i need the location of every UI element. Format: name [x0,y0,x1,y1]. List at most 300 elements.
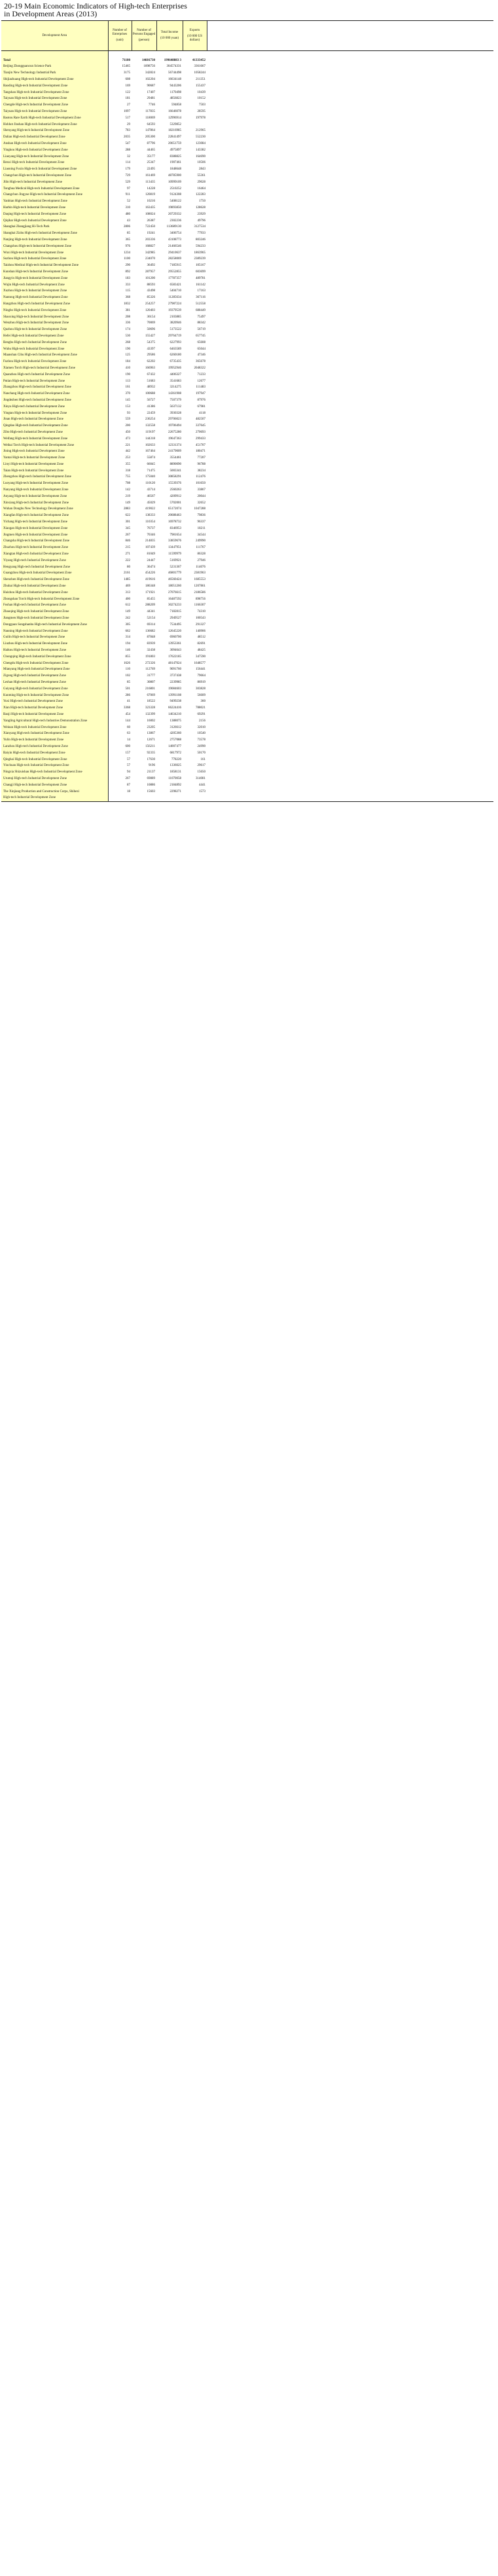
persons-cell: 44465 [147,148,155,152]
exports-cell: 161 [200,757,205,761]
blank-cell [207,109,493,115]
enterprises-cell: 1626 [124,661,130,665]
exports-cell: 657745 [196,334,205,338]
income-cell: 15539376 [168,482,181,486]
area-cell: Changchun High-tech Industrial Development Zone [1,173,108,179]
blank-cell [207,378,493,385]
enterprises-cell: 290 [125,264,130,268]
income-cell: 1858131 [169,771,181,774]
enterprises-cell: 93 [127,411,130,415]
persons-cell: 234070 [145,257,155,261]
enterprises-cell: 57 [127,757,130,761]
table-row [1,539,493,545]
table-row [1,244,493,250]
enterprises-cell: 63 [127,732,130,736]
blank-cell [207,90,493,96]
blank-cell [207,680,493,686]
persons-cell: 56727 [147,398,155,402]
header-income-unit: (10 000 yuan) [160,37,179,40]
table-row [1,750,493,757]
header-enterprises-unit: (unit) [116,39,124,42]
area-cell: Jinan High-tech Industrial Development Zone [1,416,108,423]
area-cell: Leshan High-tech Industrial Development Zone [1,680,108,686]
table-row [1,494,493,500]
blank-cell [207,327,493,333]
enterprises-cell: 501 [125,687,130,691]
enterprises-cell: 215 [125,546,130,550]
persons-cell: 36492 [147,264,155,268]
enterprises-cell: 2161 [124,571,130,575]
enterprises-cell: 3175 [124,71,130,75]
income-cell: 4209912 [169,494,181,498]
enterprises-cell: 32 [127,154,130,158]
enterprises-cell: 18 [127,789,130,793]
area-cell: Zhangzhou High-tech Industrial Development Zone [1,384,108,391]
blank-cell [207,782,493,789]
income-cell: 2239985 [169,680,181,684]
blank-cell [207,603,493,609]
blank-cell [207,455,493,462]
table-row [1,698,493,705]
income-cell: 1848648 [169,168,181,172]
area-cell: Yingkou High-tech Industrial Development Zone [1,147,108,154]
income-cell: 11599979 [168,553,181,556]
area-cell: Shijiazhuang High-tech Industrial Development Zone [1,77,108,83]
table-row [1,198,493,205]
table-row [1,628,493,635]
persons-cell: 166963 [145,366,155,370]
enterprises-cell: 181 [125,97,130,101]
area-cell: Baoji High-tech Industrial Development Zone [1,712,108,718]
enterprises-cell: 1234 [124,251,130,255]
exports-cell: 67981 [197,405,205,408]
table-row [1,647,493,654]
table-row [1,455,493,462]
area-cell: Yuxi High-tech Industrial Development Zone [1,698,108,705]
area-cell: Nanjing High-tech Industrial Development Zone [1,237,108,244]
enterprises-cell: 355 [125,462,130,466]
exports-cell: 688449 [196,308,205,312]
income-cell: 28258069 [168,257,181,261]
enterprises-cell: 194 [125,642,130,646]
table-row [1,211,493,218]
persons-cell: 43498 [147,289,155,293]
persons-cell: 342824 [145,71,155,75]
income-cell: 17622185 [168,655,181,659]
income-cell: 5408122 [169,200,181,204]
income-cell: 2184892 [169,783,181,787]
income-cell: 3541683 [169,379,181,383]
blank-cell [207,661,493,667]
blank-cell [207,237,493,244]
area-cell: Changji High-tech Industrial Development Zone [1,782,108,789]
table-row [1,314,493,321]
persons-cell: 87848 [147,636,155,640]
income-cell: 11070058 [168,776,181,780]
table-row [1,635,493,642]
income-cell: 8346953 [169,526,181,530]
exports-cell: 24990 [197,744,205,748]
area-cell: Zhongshan Torch High-tech Industrial Development Zone [1,596,108,603]
table-row [1,404,493,410]
enterprises-cell: 208 [125,315,130,319]
income-cell: 14007477 [168,744,181,748]
blank-cell [207,609,493,615]
area-cell: Yangling Agricultural High-tech Industries Demonstration Zone [1,718,108,725]
persons-cell: 147864 [145,129,155,133]
header-blank [207,21,493,51]
exports-cell: 365678 [196,360,205,364]
income-cell: 19379539 [168,308,181,312]
table-row [1,282,493,289]
blank-cell [207,186,493,192]
income-cell: 9091760 [169,668,181,672]
header-income [156,21,183,51]
blank-cell [207,404,493,410]
income-cell: 1170498 [169,90,181,94]
table-row [1,513,493,519]
blank-cell [207,596,493,603]
blank-cell [207,244,493,250]
table-row [1,757,493,763]
table-row [1,725,493,731]
table-row [1,218,493,225]
blank-cell [207,372,493,378]
blank-cell [207,102,493,109]
table-row [1,83,493,90]
header-income-label: Total Income [160,31,179,34]
exports-cell: 87976 [197,398,205,402]
income-cell: 304574331 [166,65,181,69]
area-cell: Xuzhou High-tech Industrial Development Zone [1,288,108,295]
area-cell: Wuxi High-tech Industrial Development Zone [1,250,108,257]
income-cell: 11285634 [168,296,181,300]
persons-cell: 186348 [145,585,155,589]
income-cell: 13447951 [168,546,181,550]
income-cell: 13953361 [168,642,181,646]
exports-cell: 10506 [197,161,205,165]
persons-cell: 48932 [147,386,155,390]
spacer-row [1,51,493,58]
area-cell: Baoding High-tech Industrial Development Zone [1,83,108,90]
table-row [1,468,493,475]
header-persons-unit: (person) [138,39,150,42]
exports-cell: 482507 [196,418,205,422]
exports-cell: 96788 [197,462,205,466]
exports-cell: 77933 [197,232,205,236]
table-row [1,340,493,346]
table-row [1,192,493,199]
income-cell: 1388075 [169,719,181,723]
exports-cell: 23929 [197,212,205,216]
enterprises-cell: 892 [125,270,130,274]
enterprises-cell: 381 [125,308,130,312]
blank-cell [207,564,493,571]
enterprises-cell: 267 [125,533,130,537]
income-cell: 5637132 [169,405,181,408]
enterprises-cell: 157 [125,751,130,755]
persons-cell: 29586 [147,354,155,357]
table-row [1,443,493,449]
table-row [1,609,493,615]
persons-cell: 50696 [147,328,155,332]
area-cell: Ningbo High-tech Industrial Development Zone [1,308,108,314]
area-cell: Dongguan Songshanhu High-tech Industrial Development Zone [1,622,108,628]
area-cell: Qingdao High-tech Industrial Development Zone [1,423,108,429]
income-cell: 20651759 [168,142,181,146]
income-cell: 66224416 [168,706,181,710]
income-cell: 113689130 [166,225,181,229]
area-cell: Jingmen High-tech Industrial Development Zone [1,532,108,539]
area-cell: Chongqing High-tech Industrial Development Zone [1,654,108,661]
enterprises-cell: 547 [125,142,130,146]
exports-cell: 788021 [196,706,205,710]
blank-cell [207,769,493,776]
area-cell: Yantai High-tech Industrial Development Zone [1,455,108,462]
blank-cell [207,397,493,404]
persons-cell: 112769 [145,668,155,672]
area-cell: Zhengzhou High-tech Industrial Development Zone [1,475,108,481]
enterprises-cell: 608 [125,78,130,82]
table-row [1,346,493,353]
exports-cell: 1863965 [194,251,205,255]
enterprises-cell: 190 [125,372,130,376]
exports-cell: 2381963 [194,571,205,575]
area-cell: Foshan High-tech Industrial Development Zone [1,603,108,609]
table-row [1,276,493,282]
enterprises-cell: 43 [127,219,130,223]
area-cell: Yanbian High-tech Industrial Development Zone [1,198,108,205]
header-development-area: Development Area [1,21,108,51]
exports-cell: 1166307 [194,604,205,608]
blank-cell [207,686,493,693]
enterprises-cell: 846 [125,539,130,543]
income-cell: 12645220 [168,629,181,633]
persons-cell: 168827 [145,244,155,248]
area-cell: Benxi High-tech Industrial Development Zone [1,160,108,167]
area-cell: Daqing High-tech Industrial Development Zone [1,211,108,218]
exports-cell: 10152 [197,97,205,101]
table-row [1,500,493,507]
area-cell: Baiyin High-tech Industrial Development Zone [1,750,108,757]
exports-cell: 512558 [196,302,205,306]
income-cell: 2302236 [169,219,181,223]
table-row [1,571,493,577]
persons-cell: 31777 [147,674,155,678]
persons-cell: 120819 [145,193,155,197]
area-cell: Wenzhou High-tech Industrial Development Zone [1,320,108,327]
exports-cell: 552230 [196,136,205,139]
table-row [1,102,493,109]
income-cell: 3094643 [169,649,181,652]
blank-cell [207,436,493,443]
table-row [1,230,493,237]
enterprises-cell: 14 [127,738,130,742]
area-cell: Lanzhou High-tech Industrial Development Zone [1,744,108,750]
income-cell: 2510252 [169,187,181,190]
exports-cell: 3127534 [194,225,205,229]
persons-cell: 288209 [145,604,155,608]
table-row [1,295,493,301]
blank-cell [207,423,493,429]
exports-cell: 155437 [196,84,205,88]
persons-cell: 272326 [145,661,155,665]
enterprises-cell: 15465 [122,65,130,69]
area-cell: Yiyang High-tech Industrial Development Zone [1,558,108,564]
blank-cell [207,571,493,577]
enterprises-cell: 855 [125,655,130,659]
blank-cell [207,179,493,186]
persons-cell [132,795,156,801]
exports-cell: 29617 [197,764,205,768]
exports-cell: 4441 [199,783,205,787]
exports-cell: 180471 [196,450,205,454]
persons-cell: 29481 [147,97,155,101]
header-persons [132,21,156,51]
exports-cell: 212965 [196,129,205,133]
income-cell: 7507379 [169,398,181,402]
area-cell: Yulin High-tech Industrial Development Zone [1,737,108,744]
enterprises-cell: 60 [127,725,130,729]
exports-cell: 69291 [197,712,205,716]
table-row [1,288,493,295]
blank-cell [207,693,493,699]
exports-cell: 41333452 [192,58,205,62]
income-cell: 6463589 [169,347,181,351]
income-cell: 778220 [171,757,181,761]
exports-cell: 1685553 [194,578,205,582]
area-cell: Chengde High-tech Industrial Development Zone [1,102,108,109]
exports-cell: 111483 [196,386,205,390]
area-cell: Xiaogan High-tech Industrial Development Zone [1,526,108,532]
exports-cell: 33867 [197,488,205,492]
exports-cell: 112476 [196,475,205,479]
income-cell: 3820946 [169,321,181,325]
table-row [1,410,493,417]
persons-cell: 69889 [147,776,155,780]
area-cell: Kunming High-tech Industrial Development Zone [1,693,108,699]
exports-cell: 1058244 [194,71,205,75]
persons-cell: 66045 [147,462,155,466]
area-cell: Tianjin New Technology Industrial Park [1,70,108,77]
exports-cell: 55361 [197,174,205,178]
blank-cell [207,628,493,635]
blank-cell [207,77,493,83]
blank-cell [207,545,493,551]
blank-cell [207,134,493,141]
persons-cell: 254257 [145,302,155,306]
table-row [1,257,493,263]
table-row [1,128,493,135]
enterprises-cell: 115 [125,289,130,293]
enterprises-cell: 310 [125,206,130,210]
persons-cell: 214835 [145,539,155,543]
enterprises-cell: 113 [125,379,130,383]
income-cell: 29552855 [168,270,181,274]
persons-cell: 10886 [147,783,155,787]
income-cell [156,795,183,801]
blank-cell [207,583,493,590]
exports-cell: 65608 [197,340,205,344]
income-cell: 3554461 [169,456,181,460]
exports-cell: 101650 [196,482,205,486]
income-cell: 17787357 [168,276,181,280]
enterprises-cell: 153 [125,405,130,408]
table-row [1,737,493,744]
table-body [1,51,493,802]
persons-cell: 132558 [145,424,155,428]
persons-cell: 17630 [147,757,155,761]
persons-cell: 136682 [145,629,155,633]
area-cell: The Xinjiang Production and Construction Corps, Shihezi [1,789,108,795]
blank-cell [207,507,493,513]
persons-cell: 110120 [145,482,155,486]
table-row [1,327,493,333]
persons-cell: 52154 [147,617,155,621]
enterprises-cell: 29 [127,122,130,126]
table-row [1,744,493,750]
blank-cell [207,225,493,231]
persons-cell: 85326 [147,296,155,300]
persons-cell: 43714 [147,488,155,492]
enterprises-cell: 450 [125,430,130,434]
enterprises-cell: 149 [125,610,130,614]
persons-cell: 67432 [147,372,155,376]
exports-cell: 86919 [197,680,205,684]
table-row [1,352,493,359]
persons-cell: 9196 [149,764,155,768]
income-cell: 6583421 [169,283,181,287]
enterprises-cell: 333 [125,283,130,287]
income-cell: 3126612 [169,725,181,729]
income-cell: 13991108 [168,693,181,697]
blank-cell [207,198,493,205]
table-row [1,789,493,795]
exports-cell: 1750 [199,200,205,204]
exports-cell: 337645 [196,424,205,428]
income-cell: 48785900 [168,174,181,178]
exports-cell: 27946 [197,558,205,562]
income-cell: 48147024 [168,661,181,665]
income-cell: 8388825 [169,154,181,158]
persons-cell: 54375 [147,340,155,344]
table-row [1,448,493,455]
persons-cell: 110354 [145,520,155,524]
table-bottom-rule [1,802,493,803]
area-cell: Jilin High-tech Industrial Development Zone [1,179,108,186]
income-cell: 2298271 [169,789,181,793]
area-cell: Xiangtan High-tech Industrial Development Zone [1,551,108,558]
income-cell: 9499238 [169,700,181,704]
persons-cell: 51683 [147,379,155,383]
area-cell: Liuzhou High-tech Industrial Development Zone [1,641,108,647]
area-cell: Mianyang High-tech Industrial Development Zone [1,667,108,674]
income-cell: 9124308 [169,193,181,197]
blank-cell [207,218,493,225]
persons-cell: 120403 [145,308,155,312]
table-row [1,577,493,583]
persons-cell: 138333 [145,514,155,518]
enterprises-cell: 114 [125,161,130,165]
blank-cell [207,314,493,321]
title-line-1: 20-19 Main Economic Indicators of High-tech Enterprises [4,1,187,10]
exports-cell: 105167 [196,264,205,268]
table-row [1,250,493,257]
area-cell: Hengyang High-tech Industrial Development Zone [1,564,108,571]
enterprises-cell: 454 [125,712,130,716]
area-cell: Xiamen Torch High-tech Industrial Development Zone [1,365,108,372]
blank-cell [207,166,493,173]
